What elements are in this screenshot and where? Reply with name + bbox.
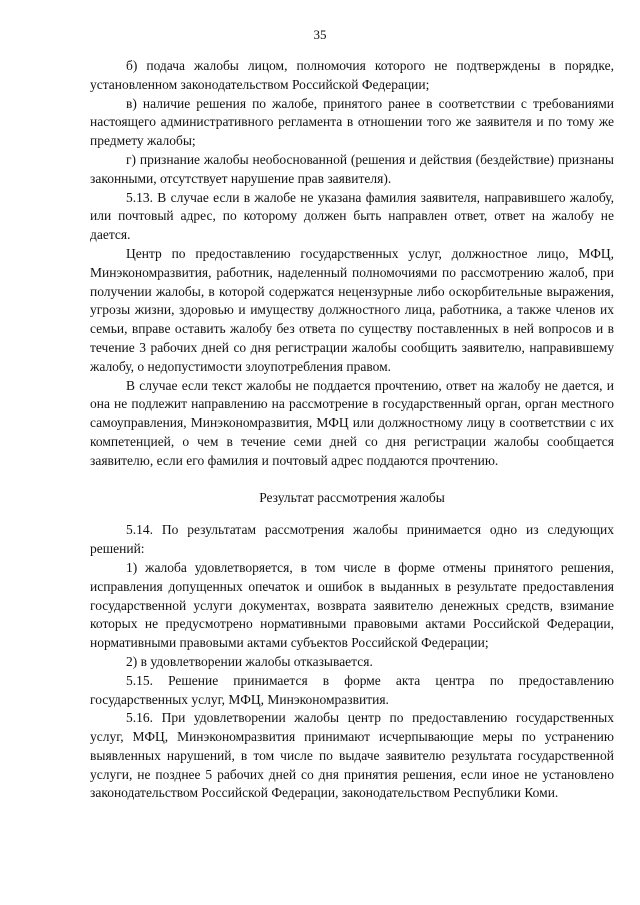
paragraph-unreadable-complaints: В случае если текст жалобы не поддается прочтению, ответ на жалобу не дается, и она не подлежит направлению на рассмотрение в государственный орган, орган местного самоуправления, Минэкономразвития, МФЦ или должностному лицу в соответствии с их компетенцией, о чем в течение семи дней со дня регистрации жалобы сообщается заявителю, если его фамилия и почтовый адрес поддаются прочтению. [90, 377, 614, 468]
paragraph-decision-2: 2) в удовлетворении жалобы отказывается. [126, 653, 373, 669]
section-heading: Результат рассмотрения жалобы [259, 489, 445, 505]
paragraph-item-v: в) наличие решения по жалобе, принятого ранее в соответствии с требованиями настоящего административного регламента в отношении того же заявителя и по тому же предмету жалобы; [90, 95, 614, 149]
document-body [90, 57, 614, 803]
paragraph-decision-1: 1) жалоба удовлетворяется, в том числе в форме отмены принятого решения, исправления допущенных опечаток и ошибок в выданных в результате предоставления государственной услуги документах, возврата заявителю денежных средств, взимание которых не предусмотрено нормативными правовыми актами Российской Федерации, нормативными правовыми актами субъектов Российской Федерации; [90, 559, 614, 651]
paragraph-5-15: 5.15. Решение принимается в форме акта центра по предоставлению государственных услуг, МФЦ, Минэкономразвития. [90, 672, 614, 707]
paragraph-5-13: 5.13. В случае если в жалобе не указана фамилия заявителя, направившего жалобу, или почтовый адрес, по которому должен быть направлен ответ, ответ на жалобу не дается. [90, 189, 614, 243]
paragraph-item-g: г) признание жалобы необоснованной (решения и действия (бездействие) признаны законными, отсутствует нарушение прав заявителя). [90, 151, 614, 186]
paragraph-5-14: 5.14. По результатам рассмотрения жалобы принимается одно из следующих решений: [90, 522, 614, 557]
paragraph-obscene-complaints: Центр по предоставлению государственных услуг, должностное лицо, МФЦ, Минэкономразвития, работник, наделенный полномочиями по рассмотрению жалоб, при получении жалобы, в которой содержатся нецензурные либо оскорбительные выражения, угрозы жизни, здоровью и имуществу должностного лица, работника, а также членов их семьи, вправе оставить жалобу без ответа по существу поставленных в ней вопросов и в течение 3 рабочих дней со дня регистрации жалобы сообщить заявителю, направившему жалобу, о недопустимости злоупотребления правом. [90, 245, 614, 374]
paragraph-5-16: 5.16. При удовлетворении жалобы центр по предоставлению государственных услуг, МФЦ, Минэкономразвития принимают исчерпывающие меры по устранению выявленных нарушений, в том числе по выдаче заявителю результата государственной услуги, не позднее 5 рабочих дней со дня принятия решения, если иное не установлено законодательством Российской Федерации, законодательством Республики Коми. [90, 710, 614, 801]
page-number: 35 [313, 27, 327, 42]
paragraph-item-b: б) подача жалобы лицом, полномочия которого не подтверждены в порядке, установленном законодательством Российской Федерации; [90, 58, 614, 92]
